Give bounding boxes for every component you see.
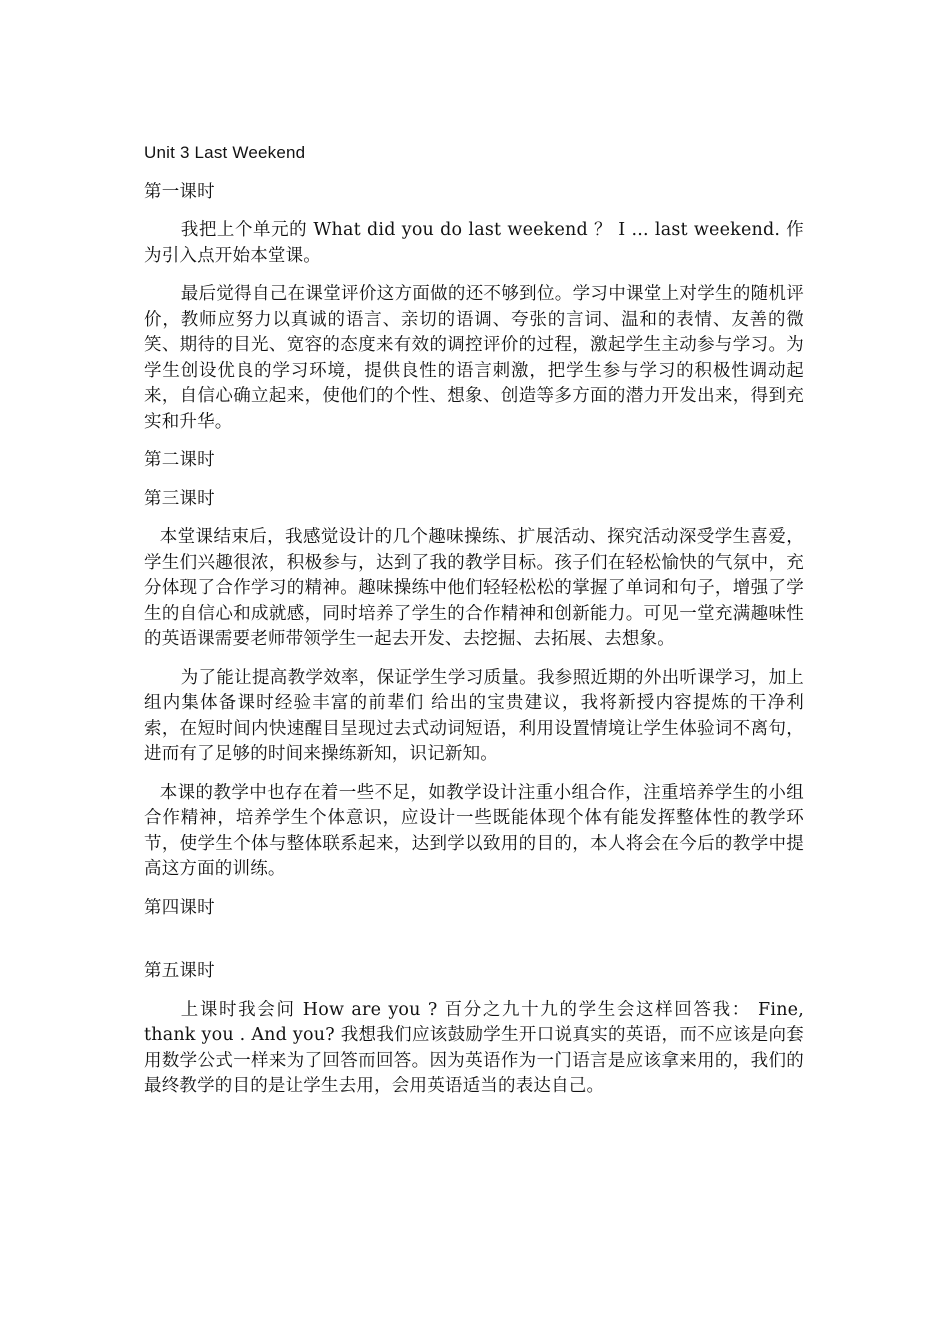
lesson-5-paragraph-1: 上课时我会问 How are you ? 百分之九十九的学生会这样回答我： Fine, thank you . And you? 我想我们应该鼓励学生开口说真实的英语，而不应该是向套用数学公式一样来为了回答而回答。因为英语作为一门语言是应该拿来用的，我们的最终教学的目的是让学生去用，会用英语适当的表达自己。 <box>144 999 804 1096</box>
lesson-3-heading: 第三课时 <box>144 488 215 509</box>
lesson-1-heading: 第一课时 <box>144 181 215 202</box>
lesson-4-heading: 第四课时 <box>144 897 215 918</box>
document-page <box>144 140 804 1113</box>
lesson-2-heading: 第二课时 <box>144 450 215 470</box>
blank-spacer <box>144 934 804 959</box>
lesson-3-paragraph-2: 为了能让提高教学效率，保证学生学习质量。我参照近期的外出听课学习，加上组内集体备课时经验丰富的前辈们 给出的宝贵建议，我将新授内容提炼的干净利索，在短时间内快速醒目呈现过去式动词短语，利用设置情境让学生体验词不离句，进而有了足够的时间来操练新知，识记新知。 <box>144 667 804 764</box>
lesson-1-paragraph-1: 我把上个单元的 What did you do last weekend ？ I ... last weekend. 作为引入点开始本堂课。 <box>144 220 804 266</box>
lesson-3-paragraph-1: 本堂课结束后，我感觉设计的几个趣味操练、扩展活动、探究活动深受学生喜爱，学生们兴趣很浓，积极参与，达到了我的教学目标。孩子们在轻松愉快的气氛中，充分体现了合作学习的精神。趣味操练中他们轻轻松松的掌握了单词和句子，增强了学生的自信心和成就感，同时培养了学生的合作精神和创新能力。可见一堂充满趣味性的英语课需要老师带领学生一起去开发、去挖掘、去拓展、去想象。 <box>144 527 804 649</box>
document-title: Unit 3 Last Weekend <box>144 143 306 162</box>
lesson-1-paragraph-2: 最后觉得自己在课堂评价这方面做的还不够到位。学习中课堂上对学生的随机评价，教师应努力以真诚的语言、亲切的语调、夸张的言词、温和的表情、友善的微笑、期待的目光、宽容的态度来有效的调控评价的过程，激起学生主动参与学习。为学生创设优良的学习环境，提供良性的语言刺激，把学生参与学习的积极性调动起来，自信心确立起来，使他们的个性、想象、创造等多方面的潜力开发出来，得到充实和升华。 <box>144 284 804 432</box>
lesson-3-paragraph-3: 本课的教学中也存在着一些不足，如教学设计注重小组合作，注重培养学生的小组合作精神，培养学生个体意识，应设计一些既能体现个体有能发挥整体性的教学环节，使学生个体与整体联系起来，达到学以致用的目的，本人将会在今后的教学中提高这方面的训练。 <box>144 782 804 879</box>
lesson-5-heading: 第五课时 <box>144 961 215 981</box>
